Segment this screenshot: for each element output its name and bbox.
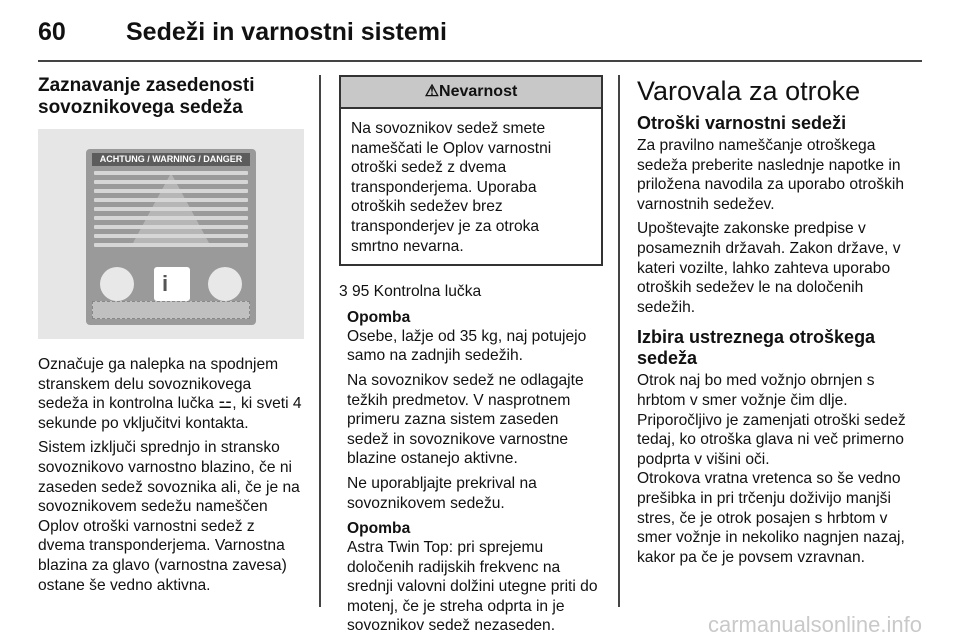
paragraph: Upoštevajte zakonske predpise v posameznih državah. Zakon države, v kateri vozilte, lahko zahteva uporabo otroških sedežev le na določenih sedežih. (637, 220, 901, 316)
column-2 (339, 75, 603, 641)
note-text: Astra Twin Top: pri sprejemu določenih radijskih frekvenc na srednji valovni dolžini utegne priti do motenj, če je streha odprta in je sovoznikov sedež nezaseden. (347, 539, 598, 635)
watermark: carmanualsonline.info (707, 612, 922, 637)
child-seat-icon (100, 267, 134, 301)
section-heading-occupancy (38, 75, 304, 119)
note-block-1 (339, 308, 603, 636)
note-title: Opomba (347, 308, 411, 326)
danger-text: Na sovoznikov sedež smete nameščati le Oplov varnostni otroški sedež z dvema transponderjema. Uporaba otroških sedežev brez transponderjev je za otroka smrtno nevarna. (351, 120, 552, 255)
paragraph: Označuje ga nalepka na spodnjem stranskem delu sovoznikovega sedeža in kontrolna lučka ⚍, ki sveti 4 sekunde po vključitvi kontakta. (38, 356, 302, 432)
column-divider-1 (319, 75, 321, 607)
chapter-title: Varovala za otroke (637, 76, 861, 106)
page-title: Sedeži in varnostni sistemi (126, 18, 447, 46)
page-number: 60 (38, 18, 66, 46)
note-title: Opomba (347, 520, 411, 538)
column-1 (38, 75, 304, 600)
cross-reference-link[interactable]: 3 95 Kontrolna lučka (339, 283, 482, 301)
sticker-heading: ACHTUNG / WARNING / DANGER (92, 153, 250, 166)
warning-sticker (86, 149, 256, 325)
airbag-icon (208, 267, 242, 301)
sticker-strip (92, 301, 250, 319)
header-divider (38, 60, 922, 62)
heading-line-1: Zaznavanje zasedenosti (38, 75, 255, 96)
page-header (38, 18, 922, 58)
paragraph: Otrok naj bo med vožnjo obrnjen s hrbtom v smer vožnje čim dlje. Priporočljivo je zamenjati otroški sedež tedaj, ko otroška glava ni več primerno podprta v višini oči. (637, 372, 906, 468)
sticker-icons (96, 267, 246, 303)
paragraph: Otrokova vratna vretenca so še vedno prešibka in pri trčenju doživijo manjši stres, če je otrok posajen s hrbtom v smer vožnje in nekoliko nagnjen nazaj, kakor pa če je povsem vzravnan. (637, 470, 905, 566)
subheading: Otroški varnostni sedeži (637, 113, 847, 133)
subheading: Izbira ustreznega otroškega sedeža (637, 327, 876, 369)
manual-book-icon: i (154, 267, 190, 301)
paragraph: Za pravilno nameščanje otroškega sedeža preberite naslednje napotke in priložena navodila za uporabo otroških varnostnih sedežev. (637, 137, 904, 213)
danger-body (341, 109, 601, 264)
sticker-text-lines (94, 171, 248, 252)
column-3 (637, 75, 921, 572)
danger-title: ⚠Nevarnost (341, 77, 601, 109)
column-divider-2 (618, 75, 620, 607)
danger-box (339, 75, 603, 266)
note-text: Osebe, lažje od 35 kg, naj potujejo samo na zadnjih sedežih. (347, 327, 587, 365)
paragraph: Na sovoznikov sedež ne odlagajte težkih predmetov. V nasprotnem primeru zazna sistem zaseden sedež in sovoznikove varnostne blazine ostanejo aktivne. (347, 371, 584, 468)
seat-label-figure (38, 129, 304, 339)
paragraph: Sistem izključi sprednjo in stransko sovoznikovo varnostno blazino, če ni zaseden sedež sovoznika ali, če je na sovoznikovem sedežu nameščen Oplov otroški varnostni sedež z dvema transponderjema. Varnostna blazina za glavo (varnostna zavesa) ostane še vedno aktivna. (38, 439, 300, 594)
paragraph: Ne uporabljajte prekrival na sovoznikovem sedežu. (347, 474, 537, 512)
heading-line-2: sovoznikovega sedeža (38, 97, 243, 118)
